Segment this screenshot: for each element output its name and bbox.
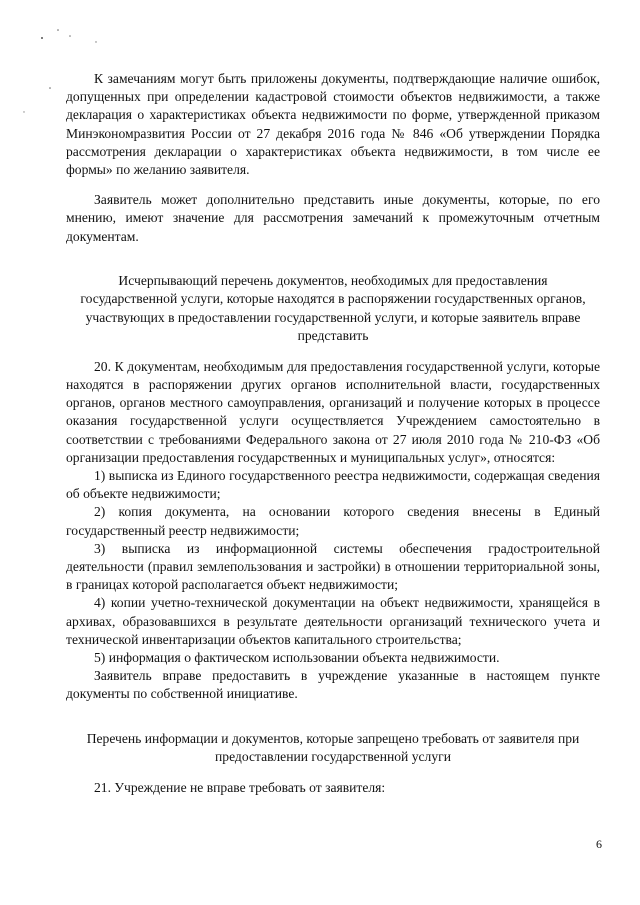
paragraph-additional-documents: Заявитель может дополнительно представить иные документы, которые, по его мнению, имеют значение для рассмотрения замечаний к промежуточным отчетным документам.	[66, 192, 600, 244]
paragraph-attachments: К замечаниям могут быть приложены документы, подтверждающие наличие ошибок, допущенных при определении кадастровой стоимости объектов недвижимости, а также декларация о характеристиках объекта недвижимости по форме, утвержденной приказом Минэкономразвития России от 27 декабря 2016 года № 846 «Об утверждении Порядка рассмотрения декларации о характеристиках объекта недвижимости, в том числе ее формы» по желанию заявителя.	[66, 71, 600, 178]
list-item-2: 2) копия документа, на основании которого сведения внесены в Единый государственный реестр недвижимости;	[66, 504, 600, 538]
page-number: 6	[596, 837, 602, 851]
list-item-3: 3) выписка из информационной системы обеспечения градостроительной деятельности (правил землепользования и застройки) в отношении территориальной зоны, в границах которой располагается объект недвижимости;	[66, 540, 600, 593]
paragraph-21: 21. Учреждение не вправе требовать от заявителя:	[94, 779, 386, 795]
document-page	[66, 70, 600, 797]
paragraph-closing: Заявитель вправе предоставить в учреждение указанные в настоящем пункте документы по собственной инициативе.	[66, 668, 600, 702]
paragraph-20: 20. К документам, необходимым для предоставления государственной услуги, которые находятся в распоряжении других органов исполнительной власти, государственных органов, органов местного самоуправления, организаций и получение которых в процессе оказания государственной услуги осуществляется Учреждением самостоятельно в соответствии с требованиями Федерального закона от 27 июля 2010 года № 210-ФЗ «Об организации предоставления государственных и муниципальных услуг», относятся:	[66, 358, 600, 465]
section-heading-documents-list: Исчерпывающий перечень документов, необходимых для предоставления государственной услуги, которые находятся в распоряжении государственных органов, участвующих в предоставлении государственной услуги, и которые заявитель вправе представить	[80, 272, 586, 344]
list-item-4: 4) копии учетно-технической документации на объект недвижимости, хранящейся в архивах, образовавшихся в результате деятельности организаций технического учета и технической инвентаризации объектов капитального строительства;	[66, 595, 600, 647]
section-heading-prohibited: Перечень информации и документов, которые запрещено требовать от заявителя при предоставлении государственной услуги	[86, 730, 580, 765]
list-item-1: 1) выписка из Единого государственного реестра недвижимости, содержащая сведения об объекте недвижимости;	[66, 468, 600, 502]
list-item-5: 5) информация о фактическом использовании объекта недвижимости.	[94, 650, 500, 666]
